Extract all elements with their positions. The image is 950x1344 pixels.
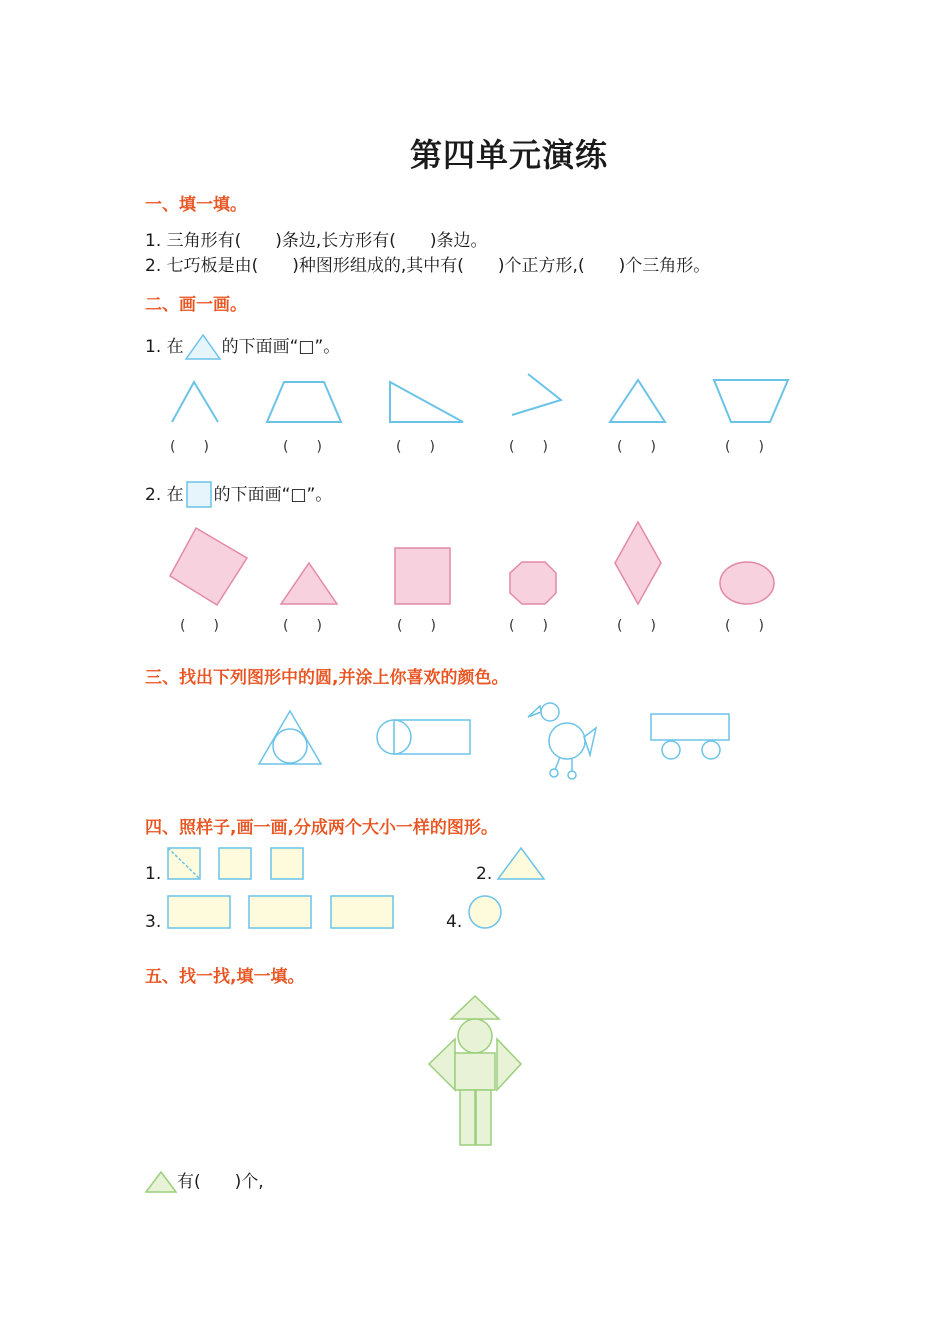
q2-suffix: 的下面画“□”。: [213, 485, 333, 505]
q1-suffix: 的下面画“□”。: [221, 337, 341, 357]
inverted-trapezoid-shape: [714, 380, 788, 422]
example-square-with-diagonal: [168, 848, 200, 879]
robot-body-rect: [455, 1053, 495, 1090]
shape-row-1: [0, 370, 950, 430]
open-angle-shape: [172, 382, 218, 422]
square-figure-2: [219, 848, 251, 879]
section2-heading: 二、画一画。: [145, 295, 247, 315]
section1-question-2: 2. 七巧板是由( )种图形组成的,其中有( )个正方形,( )个三角形。: [145, 256, 711, 276]
bird-figure: [528, 703, 596, 779]
reference-square-icon: [184, 481, 214, 509]
section3-heading: 三、找出下列图形中的圆,并涂上你喜欢的颜色。: [145, 668, 509, 688]
robot-right-arm-triangle: [497, 1039, 521, 1090]
ellipse-shape: [720, 562, 774, 604]
item-number-1: 1.: [145, 864, 162, 884]
pink-triangle-shape: [281, 563, 337, 604]
answer-paren-1-3[interactable]: ( ): [396, 439, 435, 455]
answer-paren-1-6[interactable]: ( ): [725, 439, 764, 455]
section2-question-2: [145, 480, 332, 509]
split-figures: [0, 840, 950, 940]
answer-paren-2-1[interactable]: ( ): [180, 618, 219, 634]
rectangle-figure-1: [168, 896, 230, 928]
open-angle-rotated-shape: [512, 374, 561, 415]
octagon-shape: [510, 562, 556, 604]
square-figure-3: [271, 848, 303, 879]
answer-paren-2-3[interactable]: ( ): [397, 618, 436, 634]
section4-heading: 四、照样子,画一画,分成两个大小一样的图形。: [145, 818, 498, 838]
section5-answer-text: 有( )个,: [177, 1172, 264, 1192]
reference-triangle-icon: [184, 333, 222, 361]
item-number-2: 2.: [476, 864, 493, 884]
right-triangle-shape: [390, 382, 463, 422]
robot-head-circle: [458, 1019, 492, 1053]
answer-paren-2-6[interactable]: ( ): [725, 618, 764, 634]
answer-paren-2-5[interactable]: ( ): [617, 618, 656, 634]
circle-figure: [469, 896, 501, 928]
section5-heading: 五、找一找,填一填。: [145, 967, 305, 987]
section1-heading: 一、填一填。: [145, 195, 247, 215]
answer-paren-1-2[interactable]: ( ): [283, 439, 322, 455]
shape-row-2: [0, 515, 950, 615]
answer-paren-2-2[interactable]: ( ): [283, 618, 322, 634]
q1-prefix: 1. 在: [145, 337, 184, 357]
section2-question-1: [145, 332, 340, 361]
robot-right-leg-rect: [476, 1090, 491, 1145]
robot-hat-triangle: [451, 996, 499, 1019]
green-triangle-icon: [145, 1170, 177, 1194]
q2-prefix: 2. 在: [145, 485, 184, 505]
robot-left-leg-rect: [460, 1090, 475, 1145]
cart-figure: [651, 714, 729, 759]
pink-square-shape: [395, 548, 450, 604]
rectangle-with-circle-figure: [377, 720, 470, 754]
answer-paren-2-4[interactable]: ( ): [509, 618, 548, 634]
answer-paren-1-1[interactable]: ( ): [170, 439, 209, 455]
triangle-figure: [498, 848, 544, 879]
answer-paren-1-4[interactable]: ( ): [509, 439, 548, 455]
rectangle-figure-3: [331, 896, 393, 928]
triangle-with-circle-figure: [259, 711, 321, 764]
triangle-shape: [610, 380, 665, 422]
answer-paren-1-5[interactable]: ( ): [617, 439, 656, 455]
rhombus-shape: [615, 522, 661, 604]
trapezoid-shape: [267, 382, 341, 422]
rotated-square-shape: [170, 528, 247, 605]
section1-question-1: 1. 三角形有( )条边,长方形有( )条边。: [145, 231, 488, 251]
section5-answer: [145, 1167, 264, 1194]
item-number-3: 3.: [145, 912, 162, 932]
rectangle-figure-2: [249, 896, 311, 928]
page-title: 第四单元演练: [409, 136, 608, 174]
item-number-4: 4.: [446, 912, 463, 932]
robot-left-arm-triangle: [429, 1039, 455, 1090]
robot-figure: [0, 990, 950, 1150]
circle-figures: [0, 695, 950, 785]
